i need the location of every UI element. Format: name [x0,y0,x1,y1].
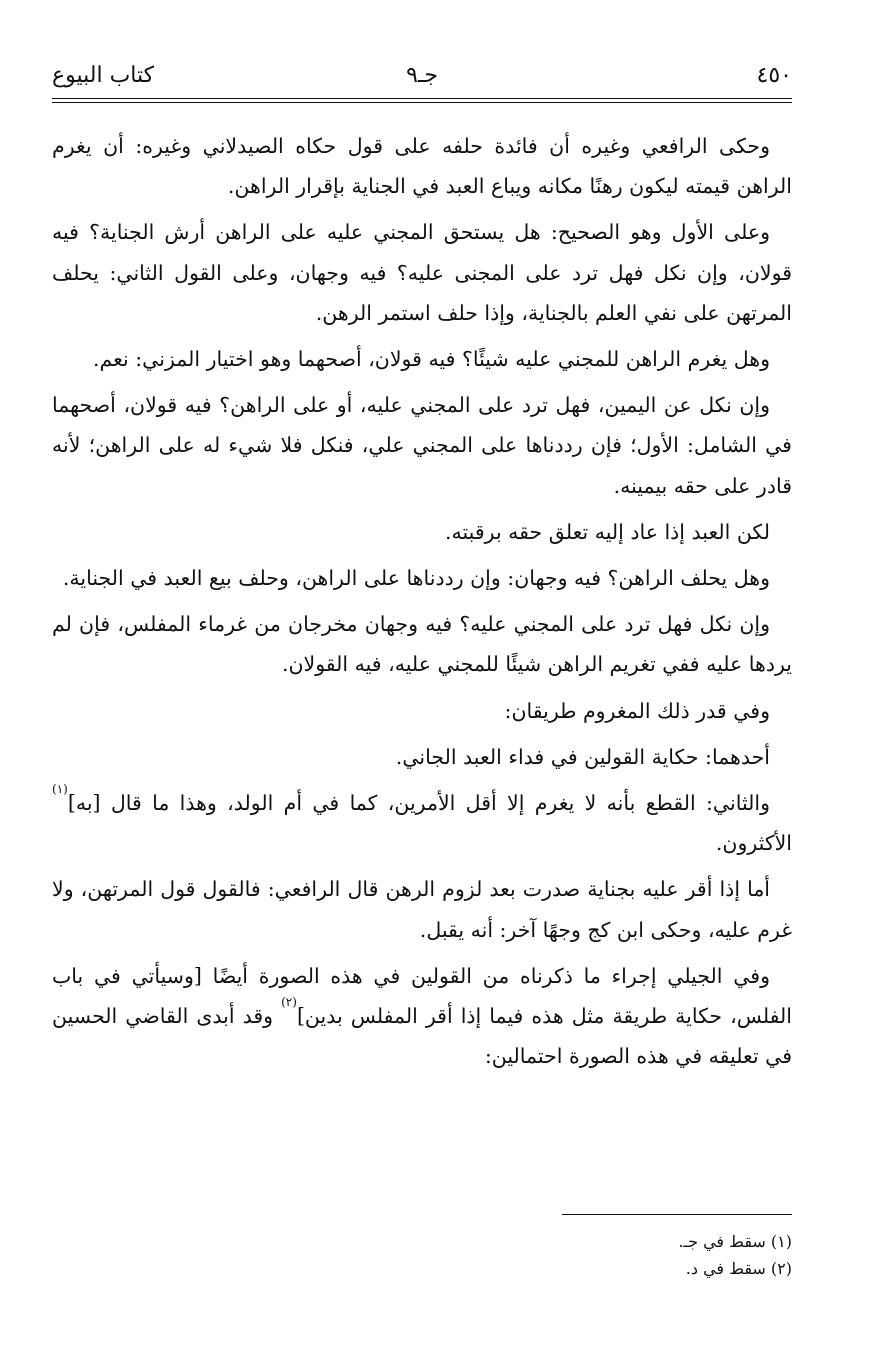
paragraph-with-footnote [52,783,792,863]
paragraph: لكن العبد إذا عاد إليه تعلق حقه برقبته. [444,519,770,544]
book-title: كتاب البيوع [52,63,155,88]
footnote-ref: (٢) [281,995,297,1010]
paragraph-text: الأكثرون. [715,831,792,856]
paragraph-text: والثاني: القطع بأنه لا يغرم إلا أقل الأمرين، كما في أم الولد، وهذا ما قال [به] [67,791,770,816]
footnote-rule [562,1214,792,1215]
footnote-item: (٢) سقط في د. [685,1259,792,1278]
page-number: ٤٥٠ [756,63,792,88]
footnotes [52,1228,792,1282]
page-header [52,56,792,96]
paragraph: وعلى الأول وهو الصحيح: هل يستحق المجني عليه على الراهن أرش الجناية؟ فيه قولان، وإن نكل فهل ترد على المجنى عليه؟ فيه وجهان، وعلى القول الثاني: يحلف المرتهن على نفي العلم بالجناية، وإذا حلف استمر الرهن. [52,220,792,325]
book-page [52,56,792,1278]
footnote-ref: (١) [52,782,68,797]
paragraph: وحكى الرافعي وغيره أن فائدة حلفه على قول حكاه الصيدلاني وغيره: أن يغرم الراهن قيمته ليكون رهنًا مكانه ويباع العبد في الجناية بإقرار الراهن. [52,134,792,199]
page-body [52,126,792,1082]
footnote-item: (١) سقط في جـ. [678,1232,792,1251]
paragraph-text: وقد أبدى القاضي الحسين في تعليقه في هذه الصورة احتمالين: [52,1004,792,1069]
paragraph: وهل يغرم الراهن للمجني عليه شيئًا؟ فيه قولان، أصحهما وهو اختيار المزني: نعم. [92,347,770,372]
paragraph: وفي قدر ذلك المغروم طريقان: [504,698,770,723]
header-rule-secondary [52,102,792,103]
paragraph-text: وفي الجيلي إجراء ما ذكرناه من القولين في هذه الصورة أيضًا [وسيأتي في باب الفلس، حكاية طريقة مثل هذه فيما إذا أقر المفلس بدين] [52,963,792,1029]
header-rule [52,98,792,99]
paragraph: أحدهما: حكاية القولين في فداء العبد الجاني. [395,744,770,769]
paragraph: وإن نكل عن اليمين، فهل ترد على المجني عليه، أو على الراهن؟ فيه قولان، أصحهما في الشامل: الأول؛ فإن رددناها على المجني علي، فنكل فلا شيء له على الراهن؛ لأنه قادر على حقه بيمينه. [52,393,792,498]
volume-label: جـ٩ [406,63,438,88]
paragraph: وإن نكل فهل ترد على المجني عليه؟ فيه وجهان مخرجان من غرماء المفلس، فإن لم يردها عليه ففي تغريم الراهن شيئًا للمجني عليه، فيه القولان. [52,612,792,677]
paragraph: أما إذا أقر عليه بجناية صدرت بعد لزوم الرهن قال الرافعي: فالقول قول المرتهن، ولا غرم عليه، وحكى ابن كج وجهًا آخر: أنه يقبل. [52,877,792,942]
paragraph: وهل يحلف الراهن؟ فيه وجهان: وإن رددناها على الراهن، وحلف بيع العبد في الجناية. [62,566,770,591]
paragraph-with-footnote [52,956,792,1077]
